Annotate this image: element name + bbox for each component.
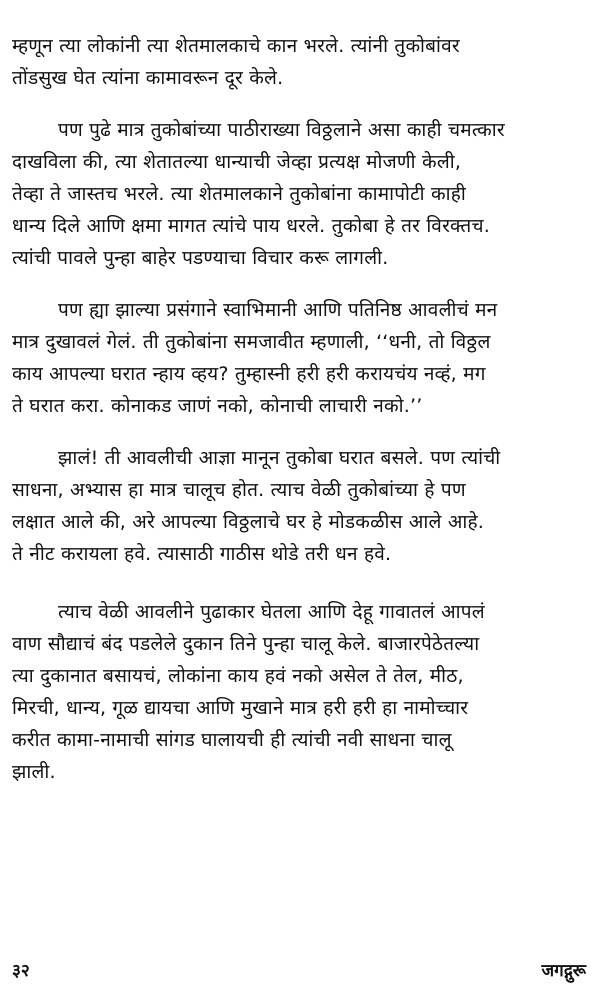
- text-line: लक्षात आले की, अरे आपल्या विठ्ठलाचे घर हे मोडकळीस आले आहे.: [12, 511, 485, 533]
- book-title: जगद्गुरू: [541, 961, 586, 981]
- text-line: पण पुढे मात्र तुकोबांच्या पाठीराख्या विठ्ठलाने असा काही चमत्कार: [58, 119, 505, 141]
- text-line: साधना, अभ्यास हा मात्र चालूच होत. त्याच वेळी तुकोबांच्या हे पण: [12, 479, 466, 501]
- paragraph-2: [12, 114, 590, 274]
- text-line: त्या दुकानात बसायचं, लोकांना काय हवं नको असेल ते तेल, मीठ,: [12, 665, 464, 687]
- text-line: झालं! ती आवलीची आज्ञा मानून तुकोबा घरात बसले. पण त्यांची: [58, 447, 501, 469]
- text-line: मात्र दुखावलं गेलं. ती तुकोबांना समजावीत म्हणाली, ‘‘धनी, तो विठ्ठल: [12, 331, 491, 353]
- text-line: म्हणून त्या लोकांनी त्या शेतमालकाचे कान भरले. त्यांनी तुकोबांवर: [12, 35, 460, 57]
- text-line: झाली.: [12, 761, 56, 783]
- text-line: त्यांची पावले पुन्हा बाहेर पडण्याचा विचार करू लागली.: [12, 247, 389, 269]
- page-number: ३२: [12, 961, 30, 981]
- paragraph-3: [12, 294, 590, 422]
- paragraph-4: [12, 442, 590, 570]
- text-line: तोंडसुख घेत त्यांना कामावरून दूर केले.: [12, 67, 284, 89]
- text-line: धान्य दिले आणि क्षमा मागत त्यांचे पाय धरले. तुकोबा हे तर विरक्तच.: [12, 215, 490, 237]
- paragraph-5: [12, 596, 590, 788]
- paragraph-1: [12, 30, 590, 94]
- text-line: वाण सौद्याचं बंद पडलेले दुकान तिने पुन्हा चालू केले. बाजारपेठेतल्या: [12, 633, 480, 655]
- text-line: तेव्हा ते जास्तच भरले. त्या शेतमालकाने तुकोबांना कामापोटी काही: [12, 183, 466, 205]
- text-line: ते घरात करा. कोनाकड जाणं नको, कोनाची लाचारी नको.’’: [12, 395, 423, 417]
- text-line: पण ह्या झाल्या प्रसंगाने स्वाभिमानी आणि पतिनिष्ठ आवलीचं मन: [58, 299, 498, 321]
- text-line: ते नीट करायला हवे. त्यासाठी गाठीस थोडे तरी धन हवे.: [12, 543, 392, 565]
- text-line: काय आपल्या घरात न्हाय व्हय? तुम्हास्नी हरी हरी करायचंय नव्हं, मग: [12, 363, 486, 385]
- text-line: त्याच वेळी आवलीने पुढाकार घेतला आणि देहू गावातलं आपलं: [58, 601, 485, 623]
- text-line: दाखविला की, त्या शेतातल्या धान्याची जेव्हा प्रत्यक्ष मोजणी केली,: [12, 151, 462, 173]
- text-line: मिरची, धान्य, गूळ द्यायचा आणि मुखाने मात्र हरी हरी हा नामोच्चार: [12, 697, 469, 719]
- text-line: करीत कामा-नामाची सांगड घालायची ही त्यांची नवी साधना चालू: [12, 729, 452, 751]
